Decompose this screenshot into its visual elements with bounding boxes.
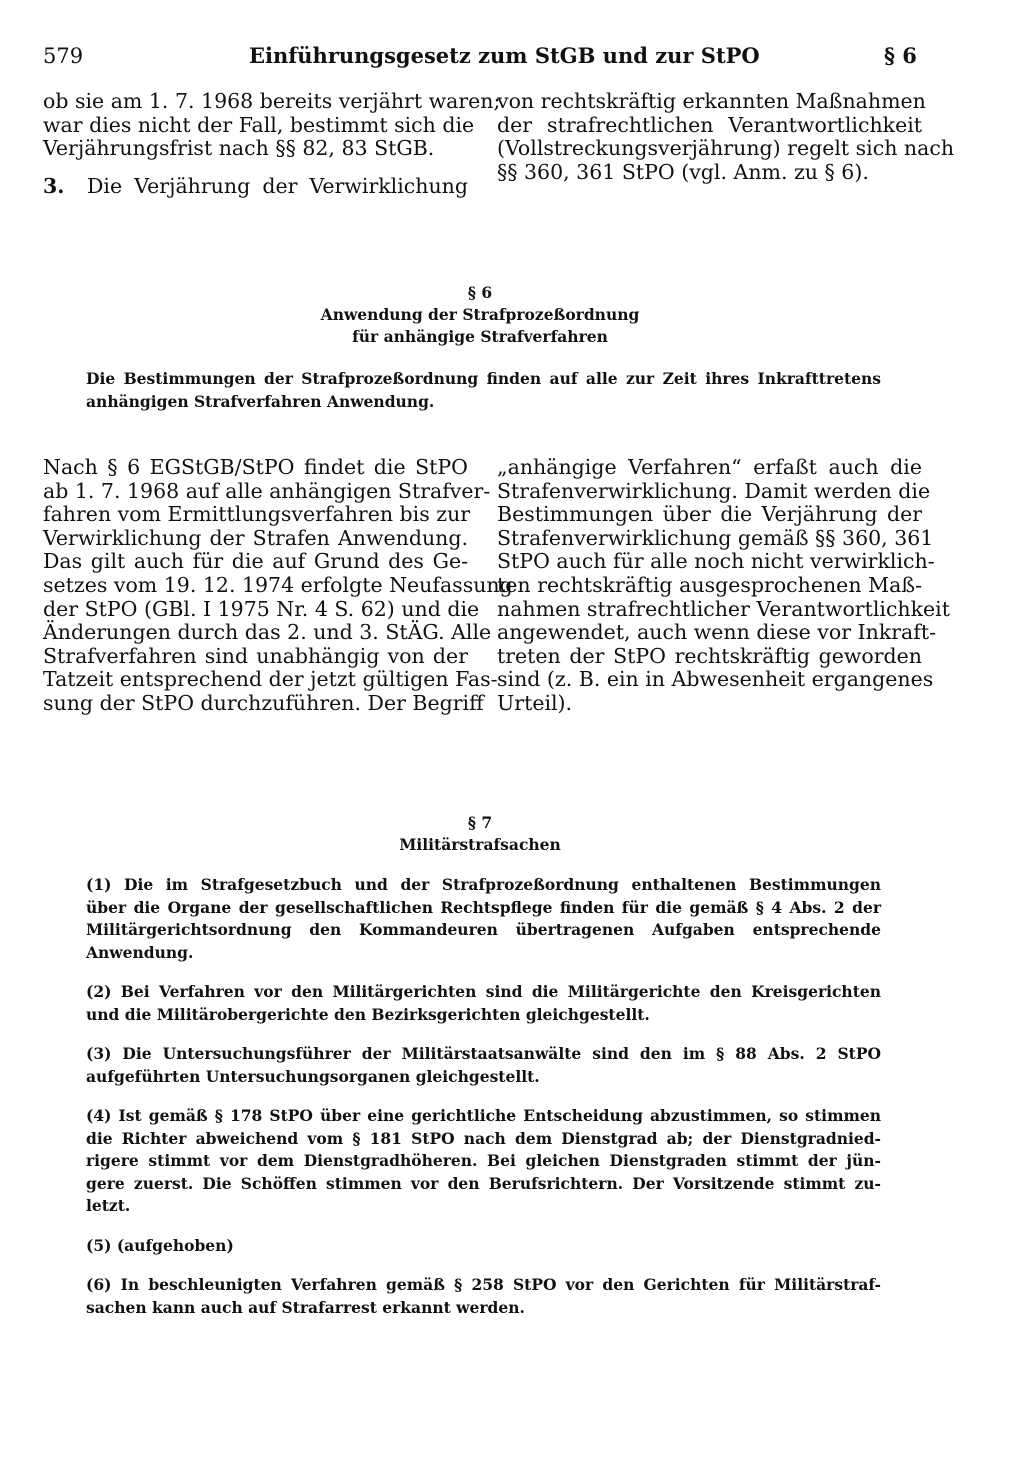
text-line: Anwendung. bbox=[86, 942, 194, 962]
text-line: gere zuerst. Die Schöffen stimmen vor den Berufsrichtern. Der Vorsitzende stimmt zu- bbox=[86, 1173, 881, 1193]
section-reference: § 6 bbox=[884, 43, 917, 68]
text-line: der StPO (GBl. I 1975 Nr. 4 S. 62) und die bbox=[43, 596, 480, 621]
top-right-column bbox=[497, 89, 955, 184]
text-line: aufgeführten Untersuchungsorganen gleichgestellt. bbox=[86, 1066, 540, 1086]
text-line: angewendet, auch wenn diese vor Inkraft- bbox=[497, 620, 937, 645]
section-number: § 7 bbox=[467, 813, 493, 832]
text-line: ab 1. 7. 1968 auf alle anhängigen Strafver- bbox=[43, 478, 491, 503]
text-line: nahmen strafrechtlicher Verantwortlichkeit bbox=[497, 596, 950, 621]
paragraph bbox=[86, 981, 881, 1026]
section-title: für anhängige Strafverfahren bbox=[352, 327, 608, 346]
text-line: Strafverfahren sind unabhängig von der bbox=[43, 643, 468, 668]
item-3 bbox=[43, 175, 468, 199]
text-line: ob sie am 1. 7. 1968 bereits verjährt waren; bbox=[43, 89, 501, 113]
paragraph bbox=[86, 1235, 881, 1258]
text-line: §§ 360, 361 StPO (vgl. Anm. zu § 6). bbox=[497, 159, 869, 184]
section-title: Anwendung der Strafprozeßordnung bbox=[320, 305, 640, 324]
section-number: § 6 bbox=[467, 283, 493, 302]
text-line: die Richter abweichend vom § 181 StPO nach dem Dienstgrad ab; der Dienstgradnied- bbox=[86, 1128, 881, 1148]
text-line: (3) Die Untersuchungsführer der Militärstaatsanwälte sind den im § 88 Abs. 2 StPO bbox=[86, 1044, 881, 1063]
paragraph bbox=[86, 1043, 881, 1088]
commentary-right-column bbox=[497, 455, 950, 716]
text-line: Die Verjährung der Verwirklichung bbox=[87, 173, 468, 198]
text-line: über die Organe der gesellschaftlichen Rechtspflege finden für die gemäß § 4 Abs. 2 der bbox=[86, 897, 881, 917]
paragraph bbox=[86, 874, 881, 964]
text-line: anhängigen Strafverfahren Anwendung. bbox=[86, 391, 435, 411]
text-line: sachen kann auch auf Strafarrest erkannt werden. bbox=[86, 1297, 525, 1317]
text-line: Die Bestimmungen der Strafprozeßordnung finden auf alle zur Zeit ihres Inkrafttretens bbox=[86, 369, 881, 388]
paragraph bbox=[86, 1274, 881, 1319]
text-line: Änderungen durch das 2. und 3. StÄG. Alle bbox=[43, 620, 492, 645]
text-line: Strafenverwirklichung gemäß §§ 360, 361 bbox=[497, 525, 934, 550]
text-line: Strafenverwirklichung. Damit werden die bbox=[497, 478, 931, 503]
text-line: Urteil). bbox=[497, 690, 573, 715]
section-6-statute bbox=[86, 368, 881, 413]
text-line: Das gilt auch für die auf Grund des Ge- bbox=[43, 549, 468, 574]
text-line: von rechtskräftig erkannten Maßnahmen bbox=[497, 89, 926, 113]
section-6-heading bbox=[300, 282, 660, 348]
text-line: setzes vom 19. 12. 1974 erfolgte Neufassung bbox=[43, 572, 513, 597]
text-line: Bestimmungen über die Verjährung der bbox=[497, 502, 922, 527]
text-line: Militärgerichtsordnung den Kommandeuren übertragenen Aufgaben entsprechende bbox=[86, 920, 881, 939]
text-line: rigere stimmt vor dem Dienstgradhöheren. Bei gleichen Dienstgraden stimmt der jün- bbox=[86, 1151, 881, 1170]
text-line: ten rechtskräftig ausgesprochenen Maß- bbox=[497, 572, 922, 597]
text-line: (2) Bei Verfahren vor den Militärgerichten sind die Militärgerichte den Kreisgerichten bbox=[86, 982, 881, 1001]
text-line: sung der StPO durchzuführen. Der Begriff bbox=[43, 690, 484, 715]
commentary-left-column bbox=[43, 455, 513, 716]
running-title: Einführungsgesetz zum StGB und zur StPO bbox=[249, 43, 760, 68]
text-line: (5) (aufgehoben) bbox=[86, 1235, 234, 1255]
section-7-body bbox=[86, 874, 881, 1336]
text-line: Tatzeit entsprechend der jetzt gültigen Fas- bbox=[43, 667, 498, 692]
text-line: war dies nicht der Fall, bestimmt sich die bbox=[43, 112, 475, 137]
section-7-heading bbox=[330, 812, 630, 856]
text-line: der strafrechtlichen Verantwortlichkeit bbox=[497, 112, 922, 137]
text-line: treten der StPO rechtskräftig geworden bbox=[497, 643, 922, 668]
text-line: (4) Ist gemäß § 178 StPO über eine gerichtliche Entscheidung abzustimmen, so stimmen bbox=[86, 1106, 881, 1125]
text-line: (1) Die im Strafgesetzbuch und der Strafprozeßordnung enthaltenen Bestimmungen bbox=[86, 875, 881, 894]
text-line: (6) In beschleunigten Verfahren gemäß § 258 StPO vor den Gerichten für Militärstraf- bbox=[86, 1275, 881, 1294]
paragraph bbox=[86, 1105, 881, 1218]
text-line: „anhängige Verfahren“ erfaßt auch die bbox=[497, 455, 922, 479]
text-line: und die Militärobergerichte den Bezirksgerichten gleichgestellt. bbox=[86, 1004, 650, 1024]
text-line: StPO auch für alle noch nicht verwirklich- bbox=[497, 549, 935, 574]
text-line: Verwirklichung der Strafen Anwendung. bbox=[43, 525, 468, 550]
text-line: letzt. bbox=[86, 1196, 131, 1215]
top-left-column bbox=[43, 89, 501, 198]
text-line: fahren vom Ermittlungsverfahren bis zur bbox=[43, 502, 471, 527]
item-number: 3. bbox=[43, 173, 65, 198]
text-line: Verjährungsfrist nach §§ 82, 83 StGB. bbox=[43, 136, 435, 161]
section-title: Militärstrafsachen bbox=[399, 835, 561, 854]
page-number: 579 bbox=[43, 44, 84, 68]
text-line: (Vollstreckungsverjährung) regelt sich nach bbox=[497, 136, 955, 161]
text-line: Nach § 6 EGStGB/StPO findet die StPO bbox=[43, 455, 468, 479]
text-line: sind (z. B. ein in Abwesenheit ergangenes bbox=[497, 667, 934, 692]
